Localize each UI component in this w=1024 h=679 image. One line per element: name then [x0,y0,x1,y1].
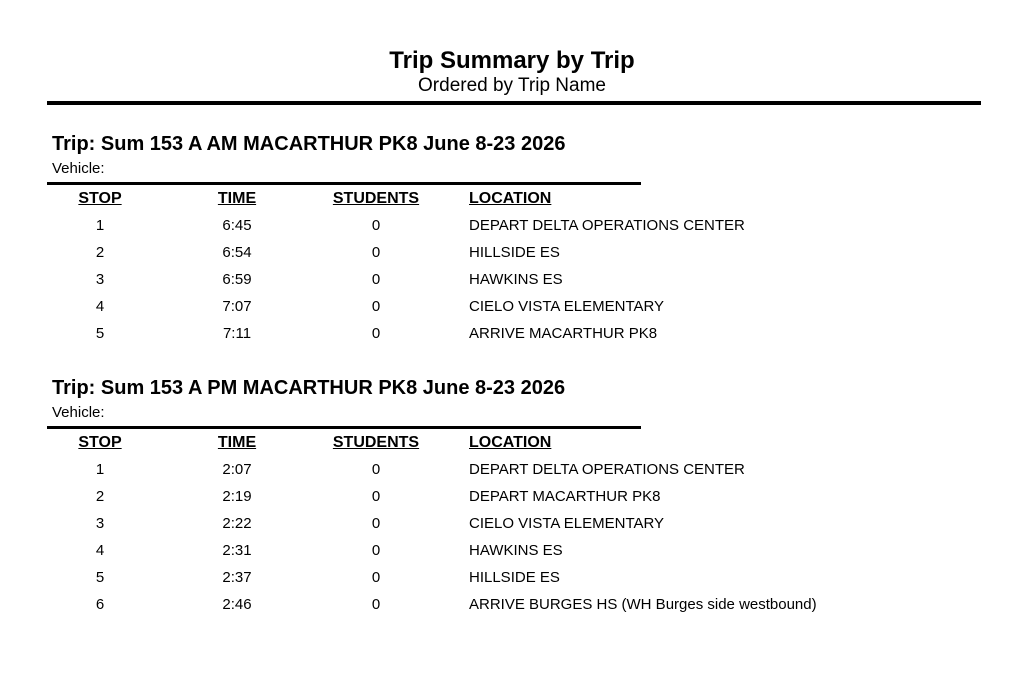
column-header-time: TIME [217,190,257,207]
report-title: Trip Summary by Trip [389,47,635,74]
cell-time: 7:11 [222,325,252,342]
column-header-students: STUDENTS [332,190,420,207]
cell-time: 2:31 [222,542,252,559]
cell-stop: 4 [95,542,105,559]
vehicle-label: Vehicle: [52,404,105,421]
cell-students: 0 [371,569,381,586]
column-header-stop: STOP [78,434,122,451]
cell-location: HILLSIDE ES [469,244,560,261]
cell-stop: 4 [95,298,105,315]
cell-students: 0 [371,488,381,505]
cell-location: DEPART MACARTHUR PK8 [469,488,661,505]
cell-location: ARRIVE BURGES HS (WH Burges side westbound) [469,596,817,613]
cell-time: 2:22 [222,515,252,532]
cell-time: 2:19 [222,488,252,505]
cell-students: 0 [371,515,381,532]
cell-stop: 5 [95,569,105,586]
cell-students: 0 [371,325,381,342]
column-header-students: STUDENTS [332,434,420,451]
vehicle-label: Vehicle: [52,160,105,177]
cell-stop: 2 [95,244,105,261]
cell-students: 0 [371,461,381,478]
cell-students: 0 [371,298,381,315]
trip-divider [47,182,641,185]
cell-location: CIELO VISTA ELEMENTARY [469,515,665,532]
cell-stop: 6 [95,596,105,613]
cell-time: 6:45 [222,217,252,234]
report-header [0,47,1024,97]
cell-time: 2:37 [222,569,252,586]
cell-students: 0 [371,217,381,234]
column-header-location: LOCATION [469,434,552,451]
cell-students: 0 [371,244,381,261]
cell-time: 6:54 [222,244,252,261]
report-subtitle: Ordered by Trip Name [418,75,606,96]
cell-stop: 1 [95,461,105,478]
trip-title: Trip: Sum 153 A AM MACARTHUR PK8 June 8-23 2026 [52,133,566,155]
cell-students: 0 [371,596,381,613]
cell-location: DEPART DELTA OPERATIONS CENTER [469,217,745,234]
cell-students: 0 [371,542,381,559]
cell-stop: 3 [95,515,105,532]
cell-stop: 2 [95,488,105,505]
column-header-time: TIME [217,434,257,451]
trip-divider [47,426,641,429]
cell-time: 2:07 [222,461,252,478]
cell-students: 0 [371,271,381,288]
column-header-location: LOCATION [469,190,552,207]
cell-location: HAWKINS ES [469,271,563,288]
cell-location: CIELO VISTA ELEMENTARY [469,298,665,315]
cell-location: HILLSIDE ES [469,569,560,586]
cell-location: DEPART DELTA OPERATIONS CENTER [469,461,745,478]
trip-title: Trip: Sum 153 A PM MACARTHUR PK8 June 8-23 2026 [52,377,566,399]
cell-time: 6:59 [222,271,252,288]
cell-location: HAWKINS ES [469,542,563,559]
cell-time: 7:07 [222,298,252,315]
header-divider [47,101,981,105]
cell-stop: 3 [95,271,105,288]
cell-location: ARRIVE MACARTHUR PK8 [469,325,658,342]
cell-stop: 1 [95,217,105,234]
cell-stop: 5 [95,325,105,342]
cell-time: 2:46 [222,596,252,613]
column-header-stop: STOP [78,190,122,207]
